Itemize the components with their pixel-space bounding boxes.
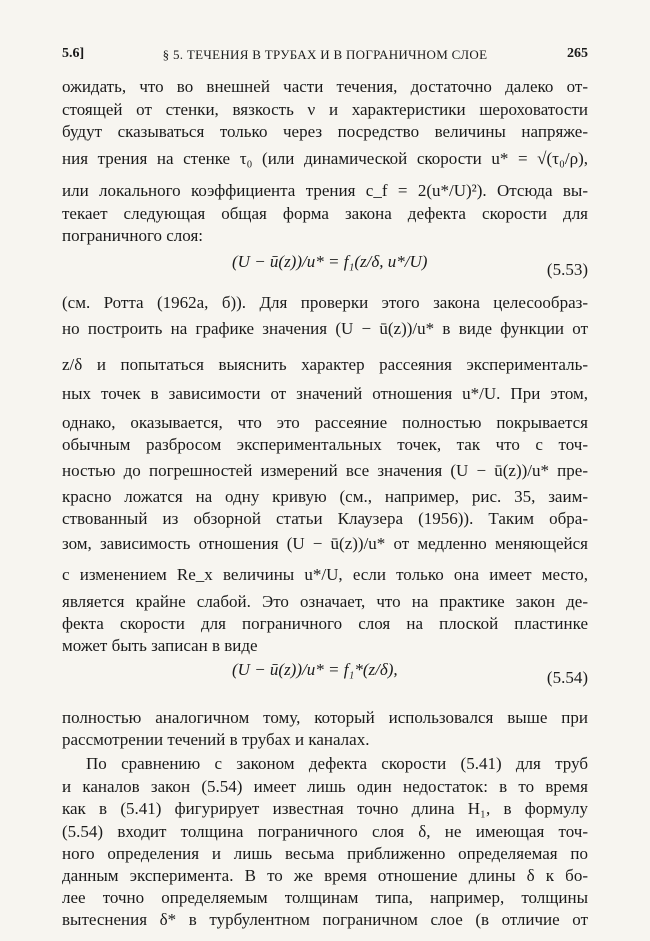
text-line: ного определения и лишь весьма приближенно определяемая по: [62, 844, 588, 863]
text-line: ностью до погрешностей измерений все значения (U − ū(z))/u* пре-: [62, 461, 588, 480]
text-line: как в (5.41) фигурирует известная точно длина H₁, в формулу: [62, 799, 588, 818]
text-line: зом, зависимость отношения (U − ū(z))/u* от медленно меняющейся: [62, 534, 588, 553]
text-line: может быть записан в виде: [62, 636, 258, 655]
text-line: фекта скорости для пограничного слоя на плоской пластинке: [62, 614, 588, 633]
text-line: z/δ и попытаться выяснить характер рассеяния эксперименталь-: [62, 355, 588, 374]
equation-rhs: = f₁(z/δ, u*/U): [327, 252, 428, 271]
text-line: пограничного слоя:: [62, 226, 204, 245]
running-title: § 5. ТЕЧЕНИЯ В ТРУБАХ И В ПОГРАНИЧНОМ СЛОЕ: [162, 47, 488, 62]
equation-5-54: [62, 654, 588, 704]
text-line: полностью аналогичном тому, который использовался выше при: [62, 708, 588, 727]
text-line: ствованный из обзорной статьи Клаузера (1956)). Таким обра-: [62, 509, 588, 528]
equation-rhs: = f₁*(z/δ),: [327, 660, 398, 679]
text-line: или локального коэффициента трения c_f = 2(u*/U)²). Отсюда вы-: [62, 181, 588, 200]
text-line: ния трения на стенке τ₀ (или динамической скорости u* = √(τ₀/ρ),: [62, 149, 588, 168]
text-line: рассмотрении течений в трубах и каналах.: [62, 730, 370, 749]
section-number: 5.6]: [62, 46, 85, 61]
text-line: (см. Ротта (1962а, б)). Для проверки этого закона целесообраз-: [62, 293, 588, 312]
equation-number: (5.54): [546, 668, 588, 687]
page-header: [62, 46, 588, 66]
text-line: (5.54) входит толщина пограничного слоя δ, не имеющая точ-: [62, 822, 588, 841]
page-number: 265: [567, 46, 588, 61]
text-line: будут сказываться только через посредство величины напряже-: [62, 122, 588, 141]
text-line: является крайне слабой. Это означает, что на практике закон де-: [62, 592, 588, 611]
text-line: По сравнению с законом дефекта скорости (5.41) для труб: [86, 754, 588, 773]
text-line: лее точно определяемым толщинам типа, например, толщины: [62, 888, 588, 907]
text-line: однако, оказывается, что это рассеяние полностью покрывается: [62, 413, 588, 432]
text-line: ных точек в зависимости от значений отношения u*/U. При этом,: [62, 384, 588, 403]
text-line: данным эксперимента. В то же время отношение длины δ к бо-: [62, 866, 588, 885]
text-line: и каналов закон (5.54) имеет лишь один недостаток: в то время: [62, 777, 588, 796]
equation-5-53: [62, 246, 588, 296]
text-line: стоящей от стенки, вязкость ν и характеристики шероховатости: [62, 100, 588, 119]
text-line: вытеснения δ* в турбулентном пограничном слое (в отличие от: [62, 910, 588, 929]
text-line: обычным разбросом экспериментальных точек, так что с точ-: [62, 435, 588, 454]
text-line: но построить на графике значения (U − ū(z))/u* в виде функции от: [62, 319, 588, 338]
text-line: текает следующая общая форма закона дефекта скорости для: [62, 204, 588, 223]
text-line: красно ложатся на одну кривую (см., например, рис. 35, заим-: [62, 487, 588, 506]
equation-number: (5.53): [546, 260, 588, 279]
text-line: с изменением Re_x величины u*/U, если только она имеет место,: [62, 565, 588, 584]
text-line: ожидать, что во внешней части течения, достаточно далеко от-: [62, 77, 588, 96]
equation-lhs: (U − ū(z))/u*: [232, 660, 324, 679]
equation-lhs: (U − ū(z))/u*: [232, 252, 324, 271]
